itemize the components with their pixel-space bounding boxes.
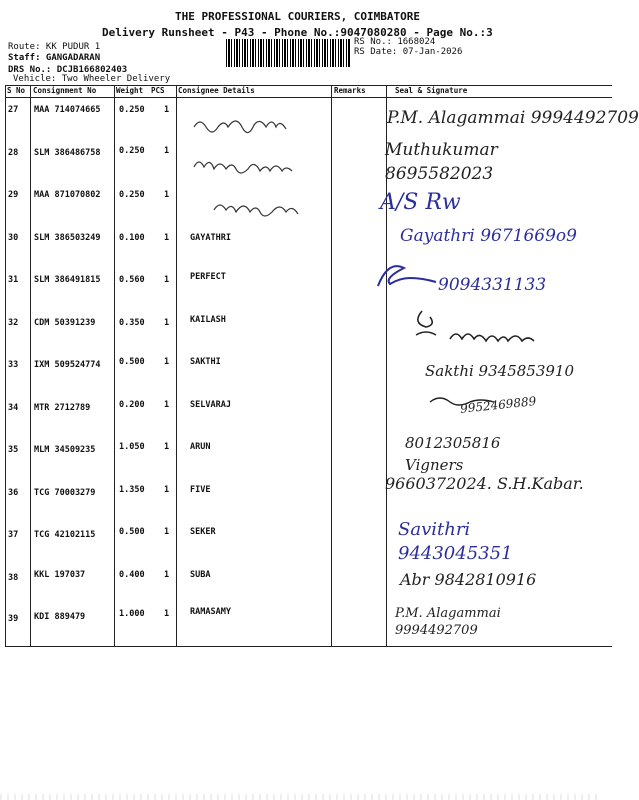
consignment-number: MLM 34509235 (34, 445, 96, 455)
consignee-name: RAMASAMY (190, 607, 231, 617)
pcs-value: 1 (164, 442, 170, 452)
consignment-number: MAA 871070802 (34, 190, 101, 200)
consignment-number: KKL 197037 (34, 570, 86, 580)
consignment-number: KDI 889479 (34, 612, 86, 622)
pcs-value: 1 (164, 146, 170, 156)
consignee-name: SEKER (190, 527, 216, 537)
consignee-name: SAKTHI (190, 357, 221, 367)
scribble-mark (370, 262, 440, 292)
signature-scribble (410, 305, 570, 345)
signature: Muthukumar 8695582023 (385, 140, 498, 184)
consignee-name: ARUN (190, 442, 211, 452)
rs-date: RS Date: 07-Jan-2026 (354, 47, 463, 57)
column-header-remarks: Remarks (334, 86, 366, 95)
row-sno: 29 (8, 190, 19, 200)
weight-value: 0.350 (119, 318, 145, 328)
column-header-consignee: Consignee Details (178, 86, 255, 95)
consignee-name: FIVE (190, 485, 211, 495)
company-name: THE PROFESSIONAL COURIERS, COIMBATORE (175, 10, 421, 23)
consignment-number: CDM 50391239 (34, 318, 96, 328)
row-sno: 37 (8, 530, 19, 540)
pcs-value: 1 (164, 357, 170, 367)
pcs-value: 1 (164, 275, 170, 285)
drs-number: DRS No.: DCJB166802403 (8, 65, 128, 75)
signature: P.M. Alagammai 9994492709 (387, 108, 639, 128)
weight-value: 0.560 (119, 275, 145, 285)
barcode-image (226, 39, 350, 67)
weight-value: 0.250 (119, 105, 145, 115)
signature: Gayathri 9671669o9 (400, 226, 577, 246)
consignee-handwriting (212, 198, 322, 216)
weight-value: 1.350 (119, 485, 145, 495)
consignee-handwriting (192, 113, 302, 133)
pcs-value: 1 (164, 527, 170, 537)
weight-value: 0.100 (119, 233, 145, 243)
signature: 9952469889 (459, 394, 537, 416)
consignment-number: SLM 386503249 (34, 233, 101, 243)
pcs-value: 1 (164, 105, 170, 115)
signature: A/S Rw (380, 190, 461, 215)
vehicle-label: Vehicle: Two Wheeler Delivery (13, 74, 171, 84)
row-sno: 35 (8, 445, 19, 455)
consignment-number: MTR 2712789 (34, 403, 91, 413)
consignee-name: SELVARAJ (190, 400, 231, 410)
runsheet-subtitle: Delivery Runsheet - P43 - Phone No.:9047080280 - Page No.:3 (102, 26, 493, 39)
consignee-name: PERFECT (190, 272, 226, 282)
weight-value: 0.500 (119, 527, 145, 537)
row-sno: 27 (8, 105, 19, 115)
route-label: Route: KK PUDUR 1 (8, 42, 101, 52)
row-sno: 34 (8, 403, 19, 413)
pcs-value: 1 (164, 190, 170, 200)
row-sno: 32 (8, 318, 19, 328)
column-header-consignment: Consignment No (33, 86, 97, 95)
weight-value: 0.200 (119, 400, 145, 410)
row-sno: 36 (8, 488, 19, 498)
weight-value: 0.250 (119, 190, 145, 200)
consignment-number: MAA 714074665 (34, 105, 101, 115)
signature: 8012305816 Vigners (405, 434, 501, 474)
weight-value: 0.250 (119, 146, 145, 156)
signature: P.M. Alagammai 9994492709 (395, 606, 501, 638)
staff-label: Staff: GANGADARAN (8, 53, 101, 63)
row-sno: 31 (8, 275, 19, 285)
page-edge (0, 794, 600, 800)
consignee-name: SUBA (190, 570, 211, 580)
row-sno: 33 (8, 360, 19, 370)
signature: Sakthi 9345853910 (425, 362, 574, 380)
column-header-weight: Weight (116, 86, 144, 95)
signature: 9094331133 (438, 275, 547, 295)
consignment-number: TCG 70003279 (34, 488, 96, 498)
row-sno: 30 (8, 233, 19, 243)
signature: Abr 9842810916 (400, 570, 537, 589)
column-header-pcs: PCS (151, 86, 165, 95)
pcs-value: 1 (164, 233, 170, 243)
weight-value: 1.000 (119, 609, 145, 619)
row-sno: 39 (8, 614, 19, 624)
consignment-number: TCG 42102115 (34, 530, 96, 540)
signature: Savithri 9443045351 (398, 519, 513, 564)
weight-value: 0.400 (119, 570, 145, 580)
signature: 9660372024. S.H.Kabar. (385, 474, 584, 493)
consignment-number: SLM 386486758 (34, 148, 101, 158)
rs-number: RS No.: 1668024 (354, 37, 436, 47)
consignee-name: KAILASH (190, 315, 226, 325)
pcs-value: 1 (164, 570, 170, 580)
consignment-number: SLM 386491815 (34, 275, 101, 285)
consignee-name: GAYATHRI (190, 233, 231, 243)
pcs-value: 1 (164, 400, 170, 410)
weight-value: 1.050 (119, 442, 145, 452)
pcs-value: 1 (164, 485, 170, 495)
pcs-value: 1 (164, 609, 170, 619)
column-header-sno: S No (7, 86, 26, 95)
row-sno: 38 (8, 573, 19, 583)
consignment-number: IXM 509524774 (34, 360, 101, 370)
weight-value: 0.500 (119, 357, 145, 367)
column-header-seal-signature: Seal & Signature (395, 86, 468, 95)
pcs-value: 1 (164, 318, 170, 328)
row-sno: 28 (8, 148, 19, 158)
consignee-handwriting (192, 155, 312, 175)
